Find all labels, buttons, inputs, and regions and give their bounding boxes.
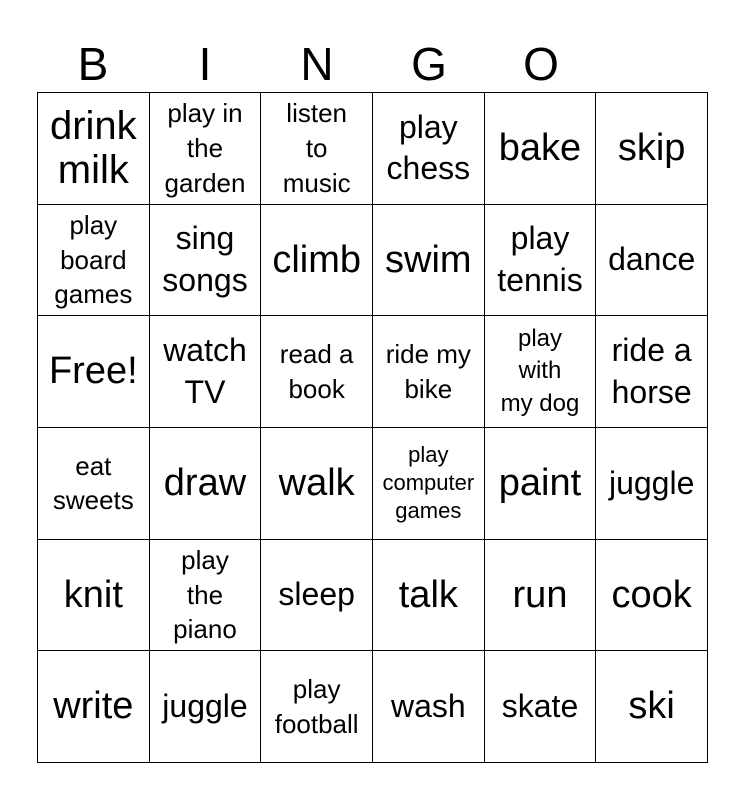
cell-label: wash — [390, 687, 466, 724]
bingo-cell — [150, 428, 262, 540]
bingo-cell — [38, 651, 150, 763]
bingo-cell — [150, 651, 262, 763]
bingo-cell — [485, 651, 597, 763]
bingo-cell — [261, 205, 373, 317]
cell-label: ride a horse — [611, 332, 692, 410]
bingo-cell — [596, 540, 708, 652]
cell-label: sing songs — [162, 220, 248, 298]
cell-label: juggle — [608, 464, 695, 501]
bingo-cell — [596, 93, 708, 205]
bingo-cell — [261, 316, 373, 428]
cell-label: sleep — [278, 576, 355, 613]
bingo-cell — [485, 316, 597, 428]
cell-label: watch TV — [163, 332, 247, 410]
cell-label: play tennis — [497, 220, 583, 298]
bingo-cell — [261, 540, 373, 652]
cell-label: play computer games — [382, 442, 475, 524]
cell-label: play with my dog — [500, 325, 580, 417]
bingo-cell — [261, 428, 373, 540]
cell-label: Free! — [48, 350, 138, 393]
cell-label: paint — [498, 462, 582, 505]
cell-label: play chess — [386, 108, 471, 187]
bingo-cell — [150, 316, 262, 428]
cell-label: walk — [278, 462, 355, 505]
cell-label: skate — [501, 687, 579, 724]
bingo-cell — [485, 93, 597, 205]
bingo-cell — [373, 93, 485, 205]
bingo-cell — [596, 205, 708, 317]
bingo-cell — [373, 205, 485, 317]
cell-label: juggle — [162, 687, 248, 724]
bingo-cell — [261, 651, 373, 763]
bingo-cell — [150, 540, 262, 652]
cell-label: climb — [272, 238, 361, 281]
cell-label: read a book — [279, 339, 354, 404]
bingo-cell — [596, 316, 708, 428]
cell-label: play football — [274, 674, 359, 739]
bingo-cell — [596, 428, 708, 540]
cell-label: play in the garden — [164, 98, 246, 198]
cell-label: play board games — [54, 210, 133, 310]
header-letter-o: O — [523, 38, 559, 90]
cell-label: draw — [163, 462, 247, 505]
cell-label: ride my bike — [385, 339, 471, 404]
bingo-board — [37, 92, 708, 763]
cell-label: play the piano — [173, 545, 237, 645]
bingo-cell — [485, 428, 597, 540]
bingo-cell — [38, 205, 150, 317]
bingo-cell — [373, 540, 485, 652]
bingo-cell — [38, 93, 150, 205]
cell-label: drink milk — [49, 103, 137, 193]
cell-label: run — [512, 573, 568, 616]
bingo-cell — [150, 93, 262, 205]
cell-label: skip — [617, 127, 686, 170]
header-letter-i: I — [198, 38, 212, 90]
bingo-cell — [485, 205, 597, 317]
cell-label: listen to music — [282, 98, 351, 198]
bingo-cell — [596, 651, 708, 763]
bingo-cell — [150, 205, 262, 317]
bingo-cell — [373, 651, 485, 763]
cell-label: write — [53, 685, 134, 728]
bingo-cell — [261, 93, 373, 205]
bingo-cell — [38, 428, 150, 540]
bingo-cell — [38, 540, 150, 652]
bingo-cell — [38, 316, 150, 428]
bingo-cell — [485, 540, 597, 652]
header-letter-g: G — [411, 38, 447, 90]
header-letter-b: B — [77, 38, 109, 90]
bingo-cell — [373, 428, 485, 540]
cell-label: dance — [608, 241, 696, 278]
cell-label: cook — [611, 573, 692, 616]
header-letter-n: N — [300, 38, 334, 90]
cell-label: bake — [498, 127, 582, 170]
cell-label: eat sweets — [52, 450, 134, 516]
cell-label: swim — [385, 238, 472, 281]
bingo-header — [37, 36, 597, 92]
cell-label: knit — [63, 573, 123, 616]
cell-label: talk — [398, 573, 458, 616]
bingo-cell — [373, 316, 485, 428]
cell-label: ski — [628, 685, 675, 728]
